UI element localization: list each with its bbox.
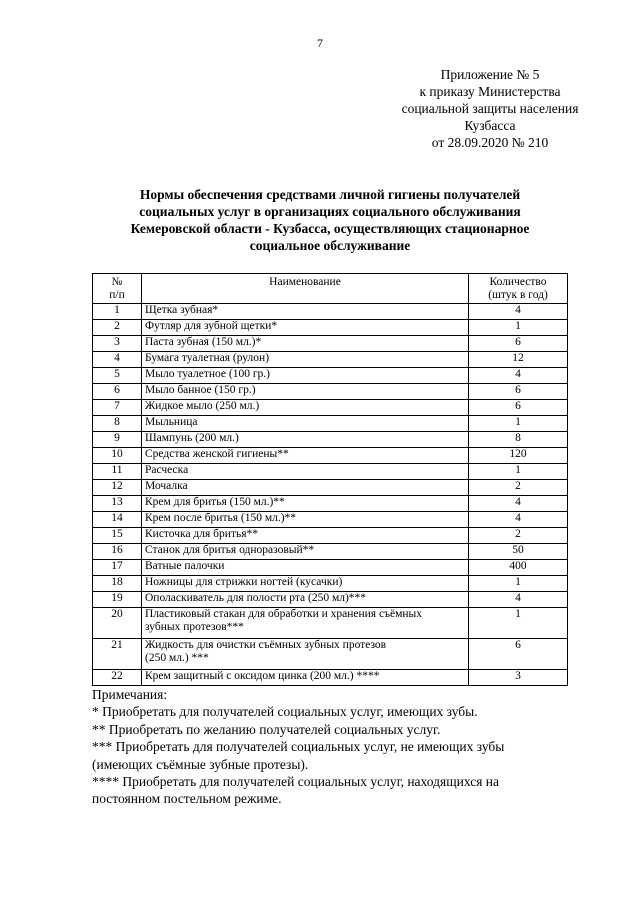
table-row	[93, 368, 568, 384]
row-num: 7	[93, 400, 142, 416]
note-line: постоянном постельном режиме.	[92, 791, 282, 807]
row-name: Бумага туалетная (рулон)	[142, 352, 469, 368]
row-qty: 3	[469, 670, 568, 686]
table-row	[93, 336, 568, 352]
row-name	[142, 639, 469, 670]
row-num: 9	[93, 432, 142, 448]
table-row	[93, 639, 568, 670]
row-name: Жидкое мыло (250 мл.)	[142, 400, 469, 416]
row-name: Мыло туалетное (100 гр.)	[142, 368, 469, 384]
table-row	[93, 352, 568, 368]
row-qty: 6	[469, 400, 568, 416]
row-num: 19	[93, 592, 142, 608]
notes-heading: Примечания:	[92, 687, 168, 702]
row-num: 17	[93, 560, 142, 576]
row-qty: 400	[469, 560, 568, 576]
row-qty: 6	[469, 384, 568, 400]
table-row	[93, 528, 568, 544]
appendix-line: от 28.09.2020 № 210	[431, 135, 549, 150]
row-num: 10	[93, 448, 142, 464]
row-name: Ополаскиватель для полости рта (250 мл)***	[142, 592, 469, 608]
row-num: 3	[93, 336, 142, 352]
row-qty: 8	[469, 432, 568, 448]
table-row	[93, 384, 568, 400]
row-qty: 1	[469, 416, 568, 432]
table-row	[93, 432, 568, 448]
table-row	[93, 320, 568, 336]
note-line: (имеющих съёмные зубные протезы).	[92, 756, 309, 772]
row-name: Ножницы для стрижки ногтей (кусачки)	[142, 576, 469, 592]
row-name-line: зубных протезов***	[145, 621, 244, 633]
appendix-line: Кузбасса	[464, 118, 516, 133]
hygiene-norms-table	[92, 273, 568, 686]
note-line: ** Приобретать по желанию получателей социальных услуг.	[92, 721, 441, 737]
header-name: Наименование	[142, 274, 469, 304]
table-row	[93, 304, 568, 320]
row-num: 8	[93, 416, 142, 432]
header-qty-line1: Количество	[489, 276, 547, 288]
row-qty: 4	[469, 512, 568, 528]
table-row	[93, 576, 568, 592]
document-title	[60, 186, 600, 254]
title-line: Нормы обеспечения средствами личной гигиены получателей	[139, 187, 521, 202]
row-name: Мыльница	[142, 416, 469, 432]
header-num	[93, 274, 142, 304]
table-row	[93, 416, 568, 432]
header-qty-line2: (штук в год)	[488, 289, 548, 301]
row-num: 22	[93, 670, 142, 686]
appendix-line: к приказу Министерства	[419, 84, 561, 99]
row-num: 12	[93, 480, 142, 496]
row-num: 11	[93, 464, 142, 480]
table-row	[93, 480, 568, 496]
row-name: Расческа	[142, 464, 469, 480]
row-qty: 6	[469, 336, 568, 352]
table-row	[93, 592, 568, 608]
row-name-line: Пластиковый стакан для обработки и хранения съёмных	[145, 608, 423, 620]
row-name: Мочалка	[142, 480, 469, 496]
title-line: Кемеровской области - Кузбасса, осуществляющих стационарное	[130, 221, 530, 236]
header-qty	[469, 274, 568, 304]
row-num: 16	[93, 544, 142, 560]
row-num: 18	[93, 576, 142, 592]
notes-block	[92, 686, 572, 808]
row-name: Футляр для зубной щетки*	[142, 320, 469, 336]
table-row	[93, 560, 568, 576]
row-qty: 50	[469, 544, 568, 560]
row-qty: 6	[469, 639, 568, 670]
row-qty: 4	[469, 592, 568, 608]
appendix-line: социальной защиты населения	[401, 101, 579, 116]
row-name: Ватные палочки	[142, 560, 469, 576]
row-num: 20	[93, 608, 142, 639]
row-name: Мыло банное (150 гр.)	[142, 384, 469, 400]
row-num: 1	[93, 304, 142, 320]
appendix-block	[330, 66, 640, 151]
note-line: * Приобретать для получателей социальных услуг, имеющих зубы.	[92, 704, 478, 720]
table-row	[93, 512, 568, 528]
row-num: 13	[93, 496, 142, 512]
row-name: Крем после бритья (150 мл.)**	[142, 512, 469, 528]
title-line: социальных услуг в организациях социального обслуживания	[139, 204, 521, 219]
title-line: социальное обслуживание	[249, 238, 411, 253]
table-row	[93, 464, 568, 480]
table-row	[93, 448, 568, 464]
row-qty: 4	[469, 304, 568, 320]
row-name: Крем для бритья (150 мл.)**	[142, 496, 469, 512]
row-qty: 2	[469, 528, 568, 544]
row-name-line: Жидкость для очистки съёмных зубных протезов	[145, 639, 387, 651]
row-qty: 1	[469, 320, 568, 336]
row-name: Станок для бритья одноразовый**	[142, 544, 469, 560]
row-qty: 1	[469, 576, 568, 592]
row-num: 14	[93, 512, 142, 528]
table-row	[93, 670, 568, 686]
row-num: 6	[93, 384, 142, 400]
table-row	[93, 400, 568, 416]
row-qty: 4	[469, 368, 568, 384]
table-row	[93, 544, 568, 560]
row-num: 4	[93, 352, 142, 368]
table-row	[93, 496, 568, 512]
note-line: **** Приобретать для получателей социальных услуг, находящихся на	[92, 774, 499, 790]
row-num: 21	[93, 639, 142, 670]
row-name: Шампунь (200 мл.)	[142, 432, 469, 448]
header-num-line1: №	[111, 276, 123, 288]
header-num-line2: п/п	[109, 289, 125, 301]
table-row	[93, 608, 568, 639]
row-name	[142, 608, 469, 639]
row-qty: 4	[469, 496, 568, 512]
row-name: Кисточка для бритья**	[142, 528, 469, 544]
row-qty: 1	[469, 608, 568, 639]
row-name: Паста зубная (150 мл.)*	[142, 336, 469, 352]
row-num: 5	[93, 368, 142, 384]
row-qty: 1	[469, 464, 568, 480]
table-header-row	[93, 274, 568, 304]
page-number: 7	[317, 36, 323, 50]
row-name: Щетка зубная*	[142, 304, 469, 320]
row-qty: 120	[469, 448, 568, 464]
row-name-line: (250 мл.) ***	[145, 652, 209, 664]
row-qty: 2	[469, 480, 568, 496]
row-name: Средства женской гигиены**	[142, 448, 469, 464]
row-name: Крем защитный с оксидом цинка (200 мл.) ****	[142, 670, 469, 686]
note-line: *** Приобретать для получателей социальных услуг, не имеющих зубы	[92, 739, 505, 755]
row-qty: 12	[469, 352, 568, 368]
appendix-line: Приложение № 5	[440, 67, 540, 82]
row-num: 15	[93, 528, 142, 544]
row-num: 2	[93, 320, 142, 336]
